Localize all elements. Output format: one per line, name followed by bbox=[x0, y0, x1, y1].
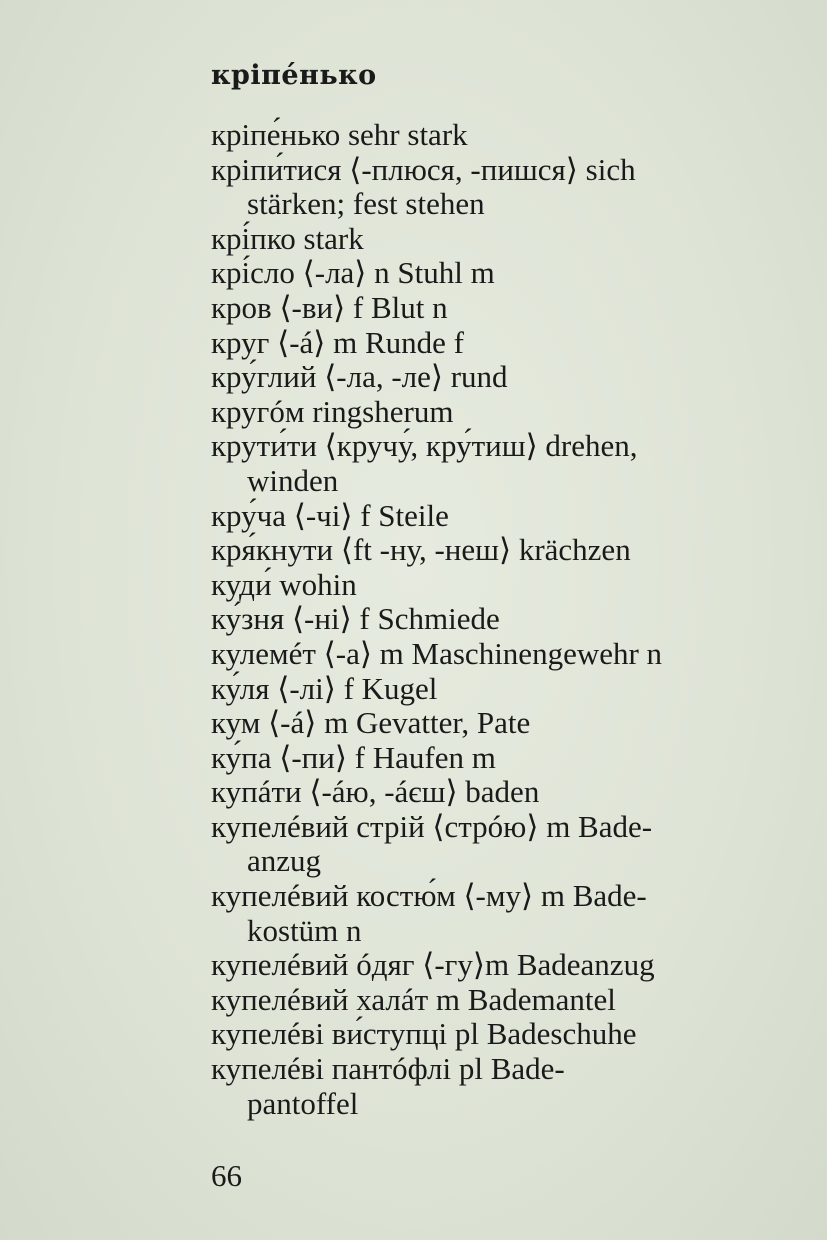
entry-line: ку́ля ⟨-лі⟩ f Kugel bbox=[211, 670, 438, 706]
entry bbox=[211, 706, 786, 741]
entry bbox=[211, 153, 786, 222]
entry-continuation: pantoffel bbox=[247, 1085, 359, 1121]
entry-line: кум ⟨-á⟩ m Gevatter, Pate bbox=[211, 705, 531, 741]
entry bbox=[211, 602, 786, 637]
entry bbox=[211, 222, 786, 257]
entry-line: круг ⟨-á⟩ m Runde f bbox=[211, 324, 465, 360]
entry bbox=[211, 810, 786, 879]
entry bbox=[211, 879, 786, 948]
entry-line: купелéвий халáт m Bademantel bbox=[211, 981, 616, 1017]
entry-line: купелéвий óдяг ⟨-гу⟩m Badeanzug bbox=[211, 947, 655, 983]
entry bbox=[211, 637, 786, 672]
entry-line: ку́па ⟨-пи⟩ f Haufen m bbox=[211, 739, 496, 775]
entry-line: купáти ⟨-áю, -áєш⟩ baden bbox=[211, 774, 540, 810]
entry bbox=[211, 256, 786, 291]
entry bbox=[211, 291, 786, 326]
entry bbox=[211, 360, 786, 395]
entry-line: кріпе́нько sehr stark bbox=[211, 117, 468, 152]
entry-line: купелéвий стрій ⟨стрóю⟩ m Bade- bbox=[211, 808, 653, 844]
entry bbox=[211, 499, 786, 534]
entry bbox=[211, 533, 786, 568]
entry-line: кря́кнути ⟨ft -ну, -неш⟩ krächzen bbox=[211, 532, 631, 568]
entry-line: кров ⟨-ви⟩ f Blut n bbox=[211, 289, 448, 325]
entry-line: кругóм ringsherum bbox=[211, 393, 454, 429]
entry-line: крі́сло ⟨-ла⟩ n Stuhl m bbox=[211, 255, 495, 291]
entry-line: крути́ти ⟨кручу́, кру́тиш⟩ drehen, bbox=[211, 428, 638, 464]
entry-line: купелéві пантóфлі pl Bade- bbox=[211, 1051, 565, 1087]
entry-continuation: kostüm n bbox=[247, 912, 362, 948]
entry-line: кру́ча ⟨-чі⟩ f Steile bbox=[211, 497, 449, 533]
entry bbox=[211, 775, 786, 810]
entry bbox=[211, 741, 786, 776]
entry bbox=[211, 1052, 786, 1121]
entry-continuation: stärken; fest stehen bbox=[247, 186, 485, 222]
entry-continuation: winden bbox=[247, 462, 339, 498]
entry-line: кріпи́тися ⟨-плюся, -пишся⟩ sich bbox=[211, 151, 636, 187]
entry-line: кру́глий ⟨-ла, -ле⟩ rund bbox=[211, 359, 508, 395]
entry bbox=[211, 1017, 786, 1052]
entry-continuation: anzug bbox=[247, 843, 322, 879]
entry bbox=[211, 672, 786, 707]
entry bbox=[211, 429, 786, 498]
page-number: 66 bbox=[211, 1158, 242, 1193]
entry-list bbox=[211, 118, 786, 1121]
entry-line: крі́пко stark bbox=[211, 220, 364, 256]
entry bbox=[211, 568, 786, 603]
running-head: кріпе́нько bbox=[211, 60, 377, 91]
entry-line: кулемéт ⟨-а⟩ m Maschinengewehr n bbox=[211, 635, 663, 671]
entry bbox=[211, 948, 786, 983]
entry bbox=[211, 395, 786, 430]
entry-line: ку́зня ⟨-ні⟩ f Schmiede bbox=[211, 601, 500, 637]
entry-line: купелéві ви́ступці pl Badeschuhe bbox=[211, 1016, 637, 1052]
entry bbox=[211, 983, 786, 1018]
entry bbox=[211, 326, 786, 361]
entry-line: купелéвий костю́м ⟨-му⟩ m Bade- bbox=[211, 878, 647, 914]
entry-line: куди́ wohin bbox=[211, 566, 357, 602]
entry bbox=[211, 118, 786, 153]
